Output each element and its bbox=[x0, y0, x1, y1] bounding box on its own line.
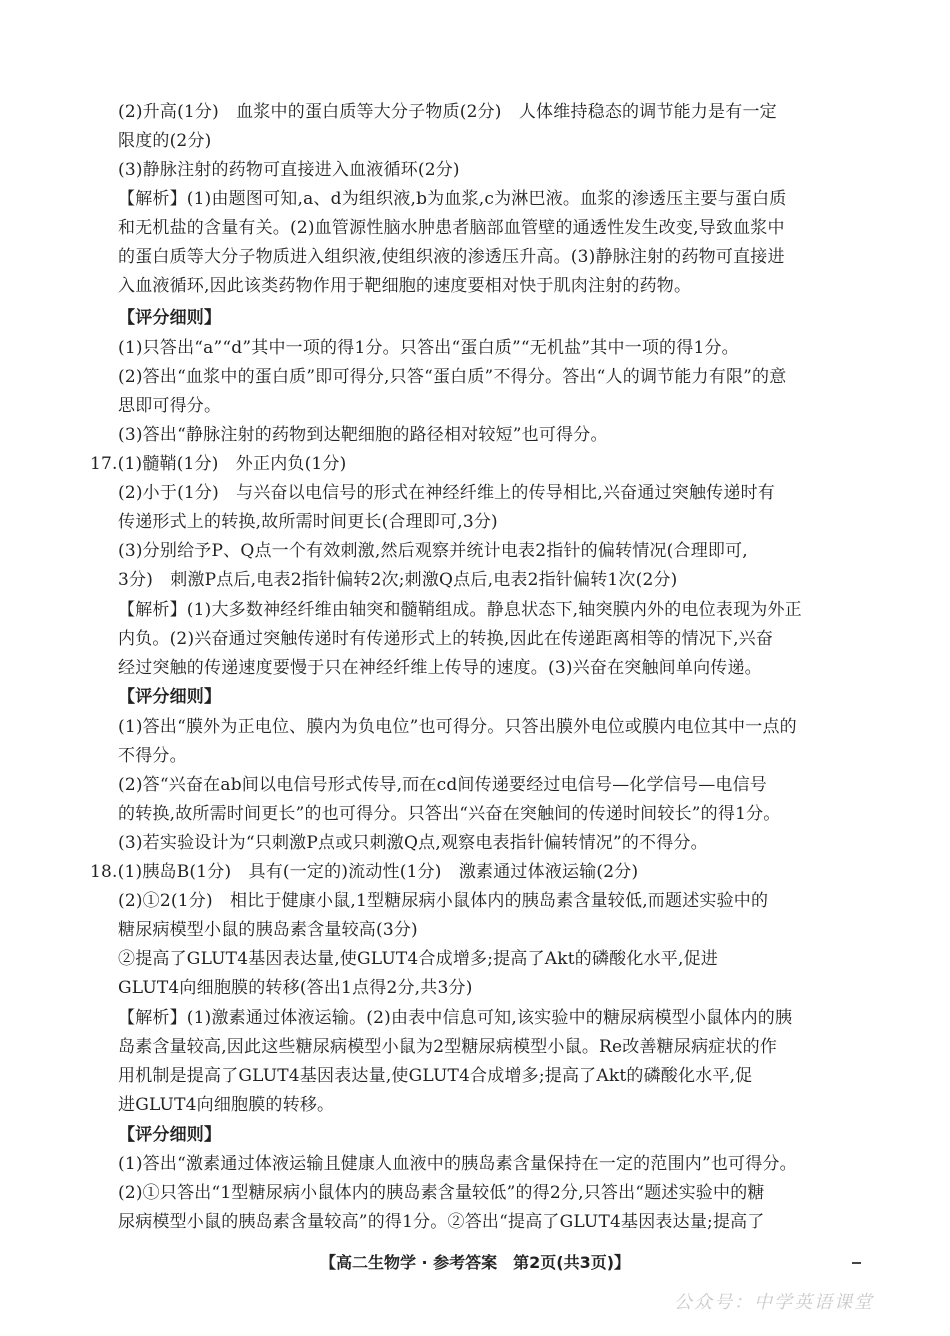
section-heading: 【评分细则】 bbox=[118, 1125, 222, 1145]
text-line: 【解析】(1)大多数神经纤维由轴突和髓鞘组成。静息状态下,轴突膜内外的电位表现为外正 bbox=[118, 600, 802, 620]
footer-dash bbox=[852, 1262, 861, 1264]
text-line: 【解析】(1)由题图可知,a、d为组织液,b为血浆,c为淋巴液。血浆的渗透压主要与蛋白质 bbox=[118, 189, 787, 209]
text-line: 限度的(2分) bbox=[118, 131, 212, 151]
text-line: 内负。(2)兴奋通过突触传递时有传递形式上的转换,因此在传递距离相等的情况下,兴奋 bbox=[118, 629, 774, 649]
text-line: (3)若实验设计为“只刺激P点或只刺激Q点,观察电表指针偏转情况”的不得分。 bbox=[118, 833, 708, 853]
page-footer: 【高二生物学 · 参考答案 第2页(共3页)】 bbox=[319, 1253, 631, 1272]
text-line: (2)答“兴奋在ab间以电信号形式传导,而在cd间传递要经过电信号—化学信号—电信号 bbox=[118, 775, 767, 795]
text-line: 传递形式上的转换,故所需时间更长(合理即可,3分) bbox=[118, 512, 498, 532]
text-line: GLUT4向细胞膜的转移(答出1点得2分,共3分) bbox=[118, 978, 473, 998]
section-heading: 【评分细则】 bbox=[118, 308, 222, 328]
text-line: (1)只答出“a”“d”其中一项的得1分。只答出“蛋白质”“无机盐”其中一项的得1分。 bbox=[118, 338, 739, 358]
text-line: 的蛋白质等大分子物质进入组织液,使组织液的渗透压升高。(3)静脉注射的药物可直接进 bbox=[118, 247, 785, 267]
text-line: 的转换,故所需时间更长”的也可得分。只答出“兴奋在突触间的传递时间较长”的得1分。 bbox=[118, 804, 781, 824]
text-line: (1)答出“膜外为正电位、膜内为负电位”也可得分。只答出膜外电位或膜内电位其中一点的 bbox=[118, 717, 797, 737]
watermark: 公众号：中学英语课堂 bbox=[674, 1292, 874, 1313]
text-line: (2)答出“血浆中的蛋白质”即可得分,只答“蛋白质”不得分。答出“人的调节能力有限”的意 bbox=[118, 367, 787, 387]
text-line: 3分) 刺激P点后,电表2指针偏转2次;刺激Q点后,电表2指针偏转1次(2分) bbox=[118, 570, 678, 590]
text-line: 用机制是提高了GLUT4基因表达量,使GLUT4合成增多;提高了Akt的磷酸化水平,促 bbox=[118, 1066, 753, 1086]
text-line: (2)①只答出“1型糖尿病小鼠体内的胰岛素含量较低”的得2分,只答出“题述实验中的糖 bbox=[118, 1183, 765, 1203]
text-line: 经过突触的传递速度要慢于只在神经纤维上传导的速度。(3)兴奋在突触间单向传递。 bbox=[118, 658, 762, 678]
text-line: 进GLUT4向细胞膜的转移。 bbox=[118, 1095, 335, 1115]
text-line: (2)小于(1分) 与兴奋以电信号的形式在神经纤维上的传导相比,兴奋通过突触传递时有 bbox=[118, 483, 775, 503]
text-line: ②提高了GLUT4基因表达量,使GLUT4合成增多;提高了Akt的磷酸化水平,促进 bbox=[118, 949, 718, 969]
text-line: (3)分别给予P、Q点一个有效刺激,然后观察并统计电表2指针的偏转情况(合理即可, bbox=[118, 541, 748, 561]
text-line: (3)静脉注射的药物可直接进入血液循环(2分) bbox=[118, 160, 460, 180]
text-line: 入血液循环,因此该类药物作用于靶细胞的速度要相对快于肌肉注射的药物。 bbox=[118, 276, 692, 296]
text-line: (2)①2(1分) 相比于健康小鼠,1型糖尿病小鼠体内的胰岛素含量较低,而题述实验中的 bbox=[118, 891, 769, 911]
text-line: 尿病模型小鼠的胰岛素含量较高”的得1分。②答出“提高了GLUT4基因表达量;提高了 bbox=[118, 1212, 765, 1232]
text-line: 【解析】(1)激素通过体液运输。(2)由表中信息可知,该实验中的糖尿病模型小鼠体内的胰 bbox=[118, 1008, 793, 1028]
text-line: 思即可得分。 bbox=[118, 396, 222, 416]
text-line: 不得分。 bbox=[118, 746, 187, 766]
section-heading: 【评分细则】 bbox=[118, 687, 222, 707]
text-line: (2)升高(1分) 血浆中的蛋白质等大分子物质(2分) 人体维持稳态的调节能力是有一定 bbox=[118, 102, 777, 122]
text-line: (3)答出“静脉注射的药物到达靶细胞的路径相对较短”也可得分。 bbox=[118, 425, 608, 445]
text-line: 糖尿病模型小鼠的胰岛素含量较高(3分) bbox=[118, 920, 418, 940]
question-17: 17.(1)髓鞘(1分) 外正内负(1分) bbox=[90, 454, 347, 474]
text-line: 岛素含量较高,因此这些糖尿病模型小鼠为2型糖尿病模型小鼠。Re改善糖尿病症状的作 bbox=[118, 1037, 778, 1057]
question-18: 18.(1)胰岛B(1分) 具有(一定的)流动性(1分) 激素通过体液运输(2分) bbox=[90, 862, 639, 882]
text-line: (1)答出“激素通过体液运输且健康人血液中的胰岛素含量保持在一定的范围内”也可得分。 bbox=[118, 1154, 797, 1174]
text-line: 和无机盐的含量有关。(2)血管源性脑水肿患者脑部血管壁的通透性发生改变,导致血浆中 bbox=[118, 218, 785, 238]
